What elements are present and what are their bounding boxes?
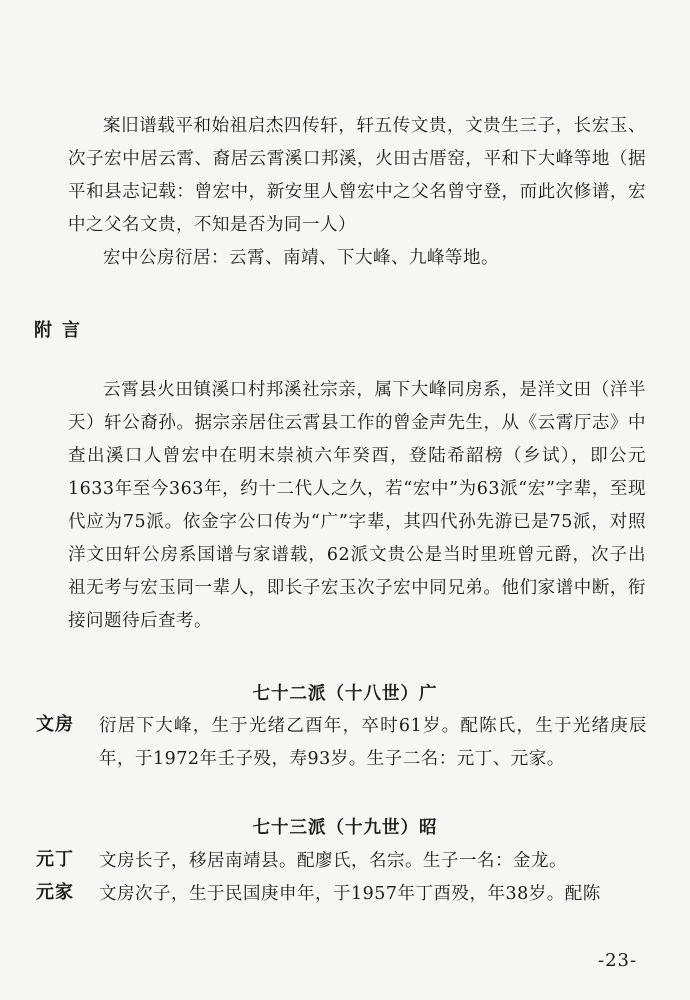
entry-text: 文房次子，生于民国庚申年，于1957年丁酉殁，年38岁。配陈 — [99, 884, 601, 904]
paragraph-lineage-record: 案旧谱载平和始祖启杰四传轩，轩五传文贵，文贵生三子，长宏玉、次子宏中居云霄、裔居云霄溪口邦溪，火田古厝窑，平和下大峰等地（据平和县志记载：曾宏中，新安里人曾宏中之父名曾守登，而此次修谱，宏中之父名文贵，不知是否为同一人） — [68, 116, 646, 235]
appendix-heading: 附言 — [34, 320, 90, 341]
entry-name: 元丁 — [36, 849, 74, 870]
paragraph-residence: 宏中公房衍居：云霄、南靖、下大峰、九峰等地。 — [103, 248, 499, 268]
entry-name: 文房 — [36, 714, 74, 735]
paragraph-appendix: 云霄县火田镇溪口村邦溪社宗亲，属下大峰同房系，是洋文田（洋半天）轩公裔孙。据宗亲居住云霄县工作的曾金声先生，从《云霄厅志》中查出溪口人曾宏中在明末崇祯六年癸酉，登陆希韶榜（乡试），即公元1633年至今363年，约十二代人之久，若“宏中”为63派“宏”字辈，至现代应为75派。依金字公口传为“广”字辈，其四代孙先游已是75派，对照洋文田轩公房系国谱与家谱载，62派文贵公是当时里班曾元爵，次子出祖无考与宏玉同一辈人，即长子宏玉次子宏中同兄弟。他们家谱中断，衔接问题待后查考。 — [68, 380, 646, 631]
generation-title-72: 七十二派（十八世）广 — [252, 684, 438, 704]
entry-name: 元家 — [36, 882, 74, 903]
entry-text: 文房长子，移居南靖县。配廖氏，名宗。生子一名：金龙。 — [99, 851, 567, 871]
generation-title-73: 七十三派（十九世）昭 — [252, 818, 438, 838]
entry-text: 衍居下大峰，生于光绪乙酉年，卒时61岁。配陈氏，生于光绪庚辰年，于1972年壬子殁，寿93岁。生子二名：元丁、元家。 — [99, 716, 647, 769]
page-number: -23- — [598, 950, 638, 971]
